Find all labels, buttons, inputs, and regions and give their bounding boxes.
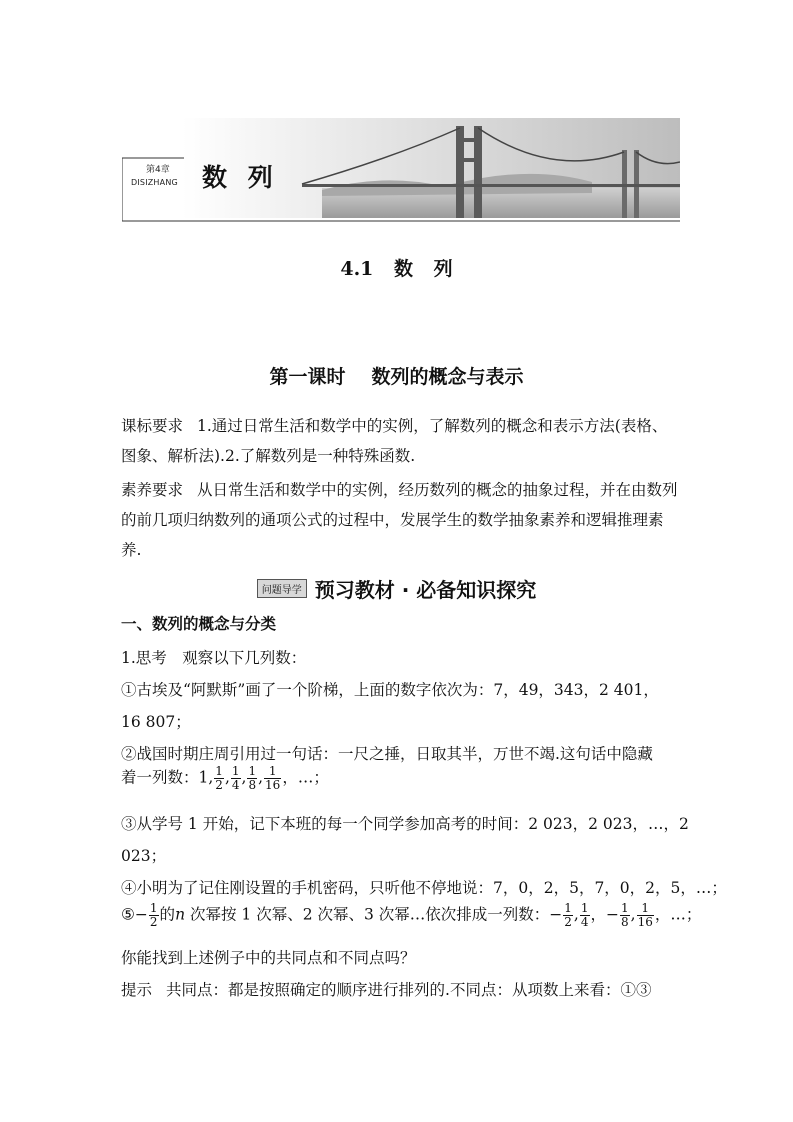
lesson-title [0,362,793,389]
hint-label: 提示 [121,981,153,999]
fraction-sixteenth: $\frac{1}{16}$ [265,764,281,792]
question: 你能找到上述例子中的共同点和不同点吗？ [121,949,416,967]
item2-suffix: ，…； [282,768,329,787]
hint-text: 共同点：都是按照确定的顺序进行排列的.不同点：从项数上来看：①③ [166,981,652,999]
hint [121,978,681,1000]
requirements-text: 1.通过日常生活和数学中的实例，了解数列的概念和表示方法(表格、图象、解析法).2.了解数列是一种特殊函数. [121,417,668,465]
item2-prefix: 着一列数：1, [121,768,214,787]
think-prompt: 1.思考 观察以下几列数： [121,649,307,667]
section-title: 4.1 数 列 [340,258,453,280]
chapter-number: 第4章 [146,165,170,175]
chapter-title: 数 列 [202,163,279,192]
fraction-seq-1: $\frac{1}{2}$ [564,901,572,929]
item1-line1: ①古埃及“阿默斯”画了一个阶梯，上面的数字依次为：7，49，343，2 401， [121,681,659,699]
fraction-seq-3: $\frac{1}{8}$ [621,901,629,929]
literacy-text: 从日常生活和数学中的实例，经历数列的概念的抽象过程，并在由数列的前几项归纳数列的通项公式的过程中，发展学生的数学抽象素养和逻辑推理素养. [121,481,678,559]
lesson-title-part1: 第一课时 [269,366,346,388]
item3-line2: 023； [121,847,167,865]
item4: ④小明为了记住刚设置的手机密码，只听他不停地说：7，0，2，5，7，0，2，5，…； [121,879,727,897]
preview-tag: 问题导学 [257,579,307,598]
item1-line2: 16 807； [121,713,191,731]
preview-title: 预习教材 · 必备知识探究 [314,578,537,602]
fraction-seq-4: $\frac{1}{16}$ [637,901,653,929]
fraction-neg-half: $\frac{1}{2}$ [149,901,158,929]
literacy-requirements [121,475,681,565]
fraction-seq-2: $\frac{1}{4}$ [580,901,589,929]
literacy-label: 素养要求 [121,481,184,499]
preview-banner [0,574,793,603]
item2-line1: ②战国时期庄周引用过一句话：一尺之捶，日取其半，万世不竭.这句话中隐藏 [121,745,653,763]
item3-line1: ③从学号 1 开始，记下本班的每一个同学参加高考的时间：2 023，2 023，…，2 [121,815,689,833]
requirements-label: 课标要求 [121,417,184,435]
curriculum-requirements [121,411,681,471]
fraction-quarter: $\frac{1}{4}$ [231,764,240,792]
heading-concept-classification: 一、数列的概念与分类 [121,615,277,633]
fraction-half: $\frac{1}{2}$ [215,764,223,792]
item5: ⑤− $\frac{1}{2}$ 的n 次幂按 1 次幂、2 次幂、3 次幂…依次排成一列数：− $\frac{1}{2}$ , $\frac{1}{4}$ ，− $\frac{1}{8}$ , $\frac{1}{16}$ ，…； [121,901,702,929]
item2-line2: 着一列数：1, $\frac{1}{2}$ , $\frac{1}{4}$ , $\frac{1}{8}$ , $\frac{1}{16}$ ，…； [121,764,329,792]
chapter-banner [122,118,680,222]
chapter-pinyin: DISIZHANG [131,178,178,187]
fraction-eighth: $\frac{1}{8}$ [248,764,257,792]
lesson-title-part2: 数列的概念与表示 [371,366,524,388]
